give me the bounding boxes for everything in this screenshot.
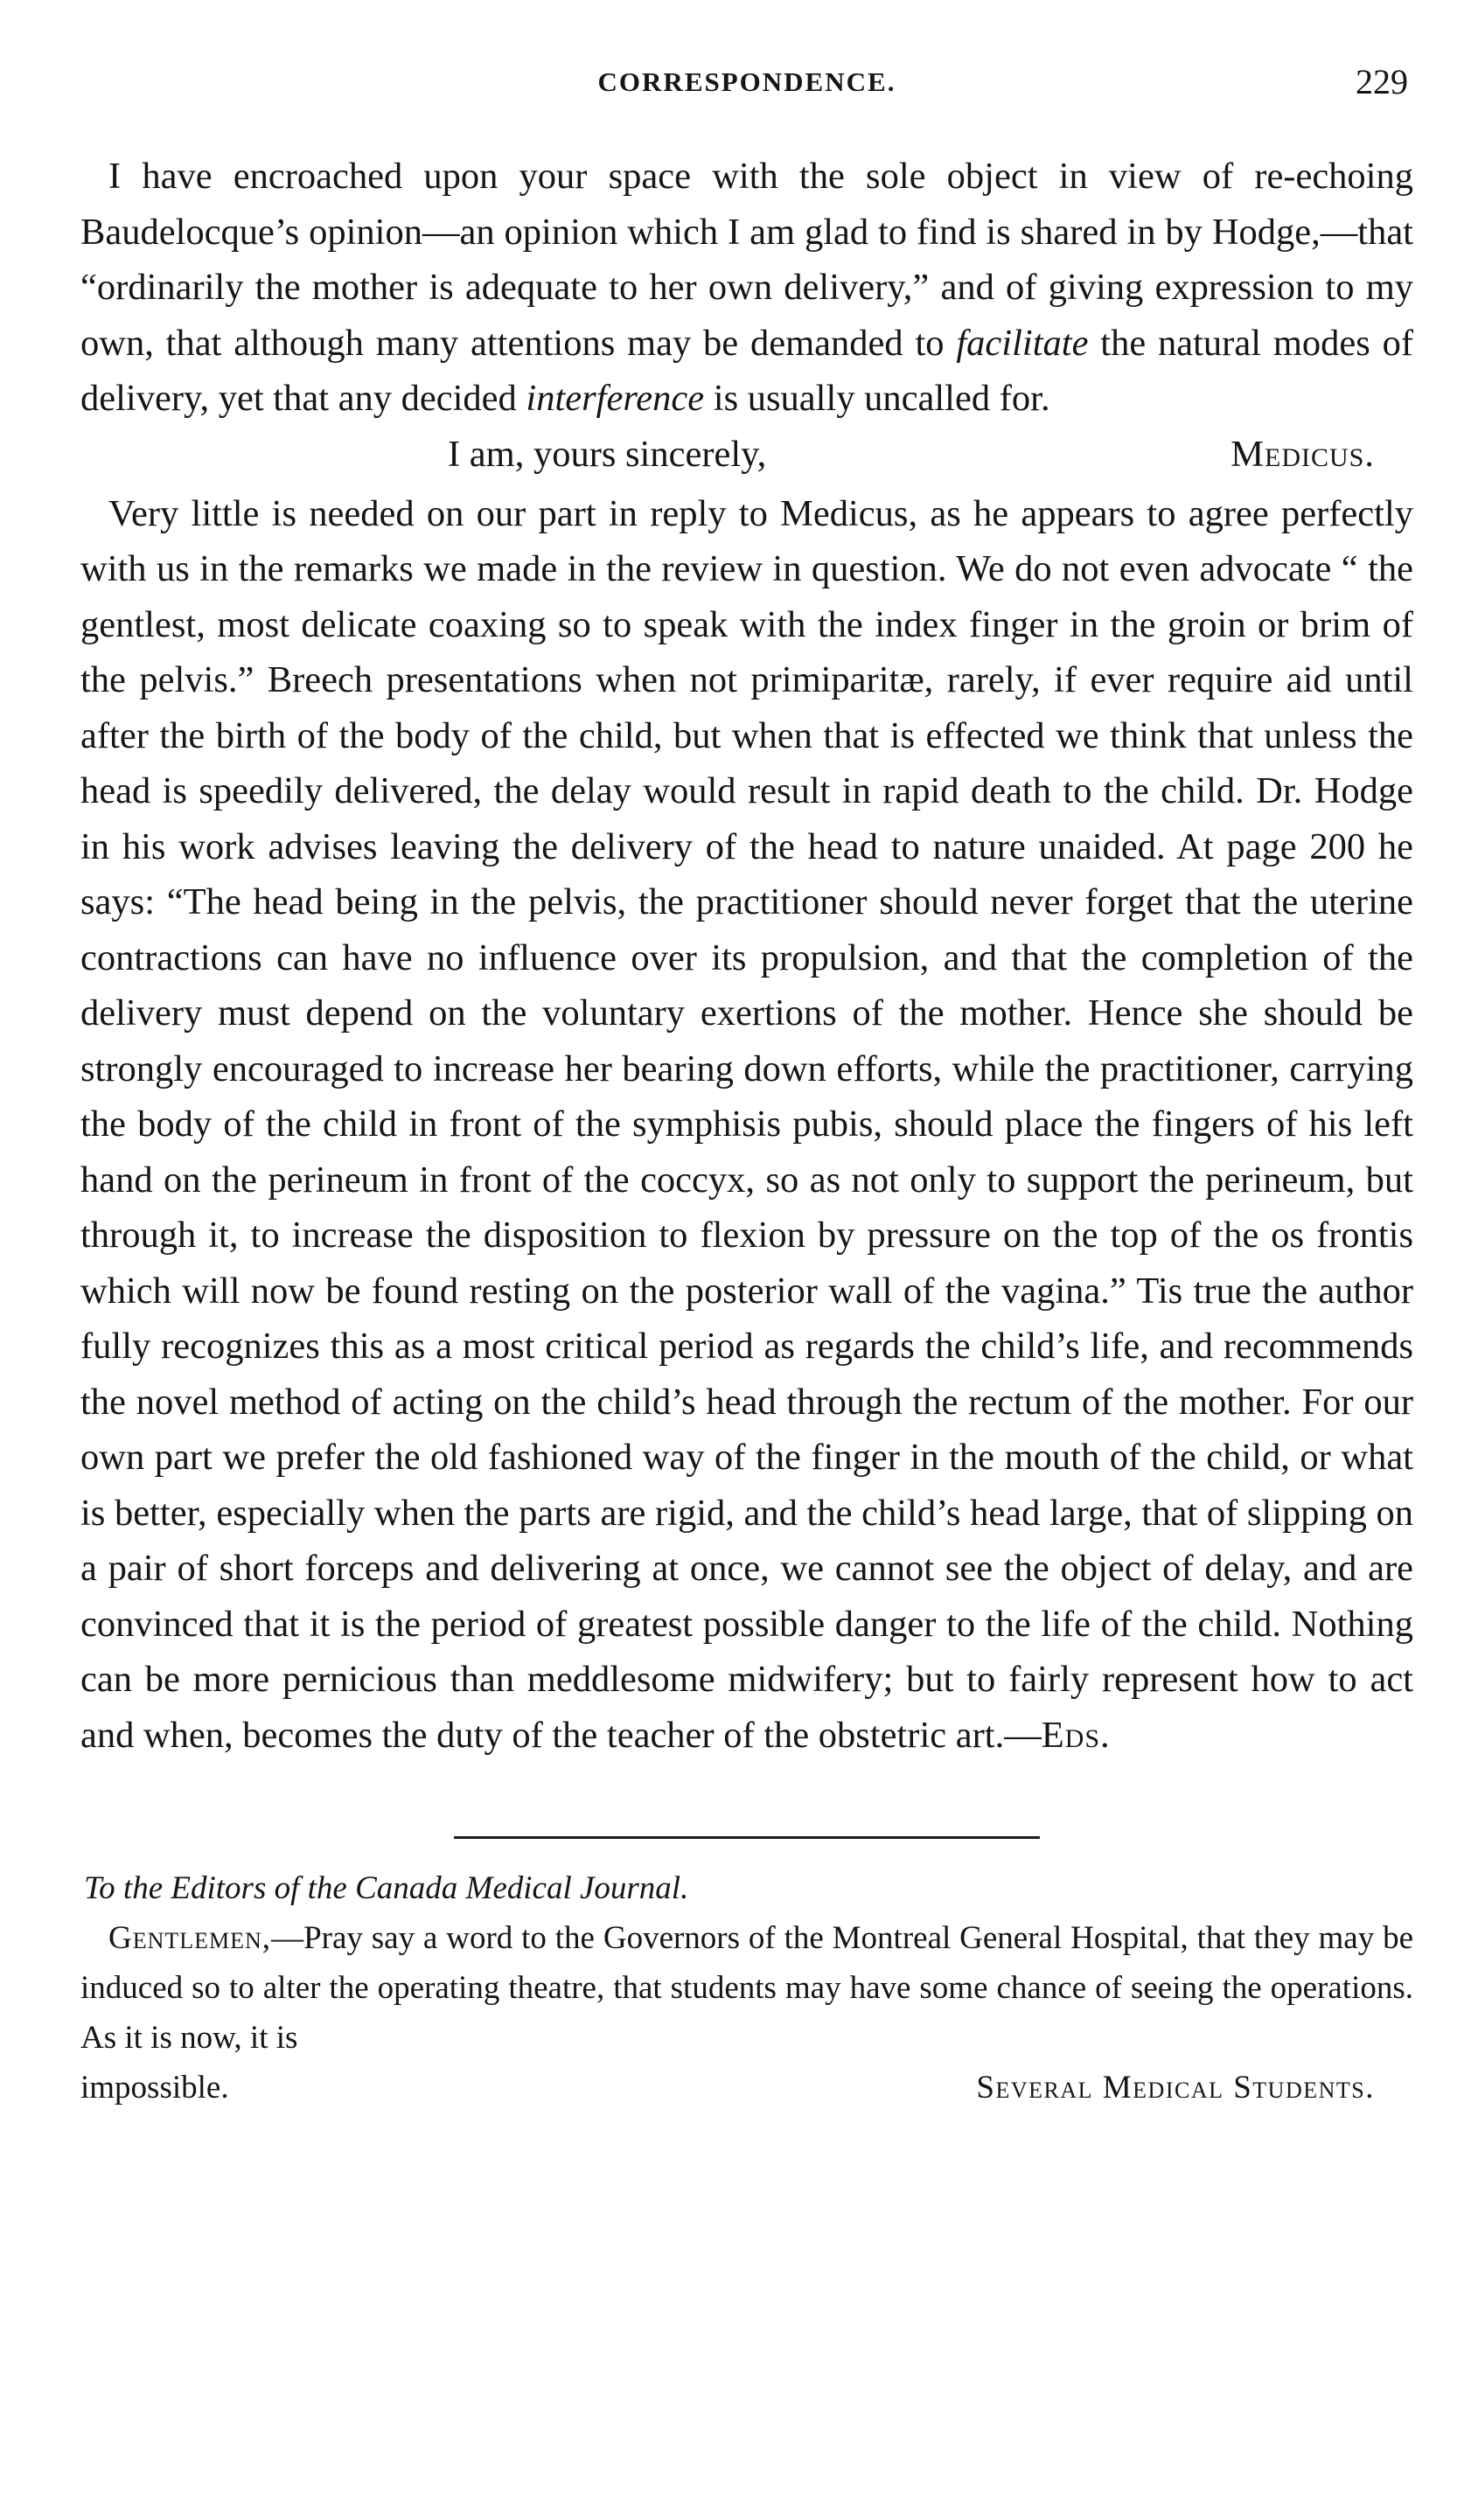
salutation: Gentlemen, bbox=[108, 1920, 272, 1956]
letter-text-1: I have encroached upon your space with the sole object in view of re-echoing Baudelocque’s opinion—an opinion which I am glad to find is shared in by Hodge,—that “ordinarily the mother is adequate to her own delivery,” and of giving expression to my own, that although many attentions may be demanded to bbox=[80, 156, 1413, 364]
page-number: 229 bbox=[1356, 62, 1408, 101]
emphasis-facilitate: facilitate bbox=[956, 322, 1089, 364]
signature-medicus: Medicus. bbox=[1231, 433, 1375, 475]
running-title: CORRESPONDENCE. bbox=[597, 66, 896, 97]
document-page bbox=[80, 61, 1413, 2492]
closing-word: impossible. bbox=[80, 2070, 229, 2106]
students-letter-closing-line bbox=[80, 2063, 1413, 2113]
running-head bbox=[80, 61, 1413, 117]
emphasis-interference: interference bbox=[526, 378, 705, 419]
reply-body: Very little is needed on our part in reply to Medicus, as he appears to agree perfectly with us in the remarks we made in the review in question. We do not even advocate “ the gentlest, most delicate coaxing so to speak with the index finger in the groin or brim of the pelvis.” Breech presentations when not primiparitæ, rarely, if ever require aid until after the birth of the body of the child, but when that is effected we think that unless the head is speedily delivered, the delay would result in rapid death to the child. Dr. Hodge in his work advises leaving the delivery of the head to nature unaided. At page 200 he says: “The head being in the pelvis, the practitioner should never forget that the uterine contractions can have no influence over its propulsion, and that the completion of the delivery must depend on the voluntary exertions of the mother. Hence she should be strongly encouraged to increase her bearing down efforts, while the practitioner, carrying the body of the child in front of the symphisis pubis, should place the fingers of his left hand on the perineum in front of the coccyx, so as not only to support the perineum, but through it, to increase the disposition to flexion by pressure on the top of the os frontis which will now be found resting on the posterior wall of the vagina.” Tis true the author fully recognizes this as a most critical period as regards the child’s life, and recommends the novel method of acting on the child’s head through the rectum of the mother. For our own part we prefer the old fashioned way of the finger in the mouth of the child, or what is better, especially when the parts are rigid, and the child’s head large, that of slipping on a pair of short forceps and delivering at once, we cannot see the object of delay, and are convinced that it is the period of greatest possible danger to the life of the child. Nothing can be more pernicious than meddlesome midwifery; but to fairly represent how to act and when, becomes the duty of the teacher of the obstetric art.— bbox=[80, 492, 1413, 1756]
letter-paragraph bbox=[80, 149, 1413, 427]
editors-reply-paragraph bbox=[80, 486, 1413, 1764]
letter-text-3: is usually uncalled for. bbox=[704, 378, 1050, 419]
section-divider bbox=[454, 1836, 1040, 1839]
signature-eds: Eds. bbox=[1041, 1714, 1111, 1756]
letter-text-2: the natural modes of delivery, yet that any decided bbox=[80, 322, 1414, 419]
closing-text: I am, yours sincerely, bbox=[448, 433, 767, 475]
letter-signoff bbox=[80, 427, 1413, 483]
students-letter-paragraph bbox=[80, 1913, 1413, 2063]
signature-students: Several Medical Students. bbox=[976, 2070, 1375, 2106]
students-letter-body: —Pray say a word to the Governors of the Montreal General Hospital, that they may be induced so to alter the operating theatre, that students may have some chance of seeing the operations. As it is now, it is bbox=[80, 1920, 1413, 2056]
letter-address: To the Editors of the Canada Medical Journal. bbox=[84, 1870, 689, 1906]
